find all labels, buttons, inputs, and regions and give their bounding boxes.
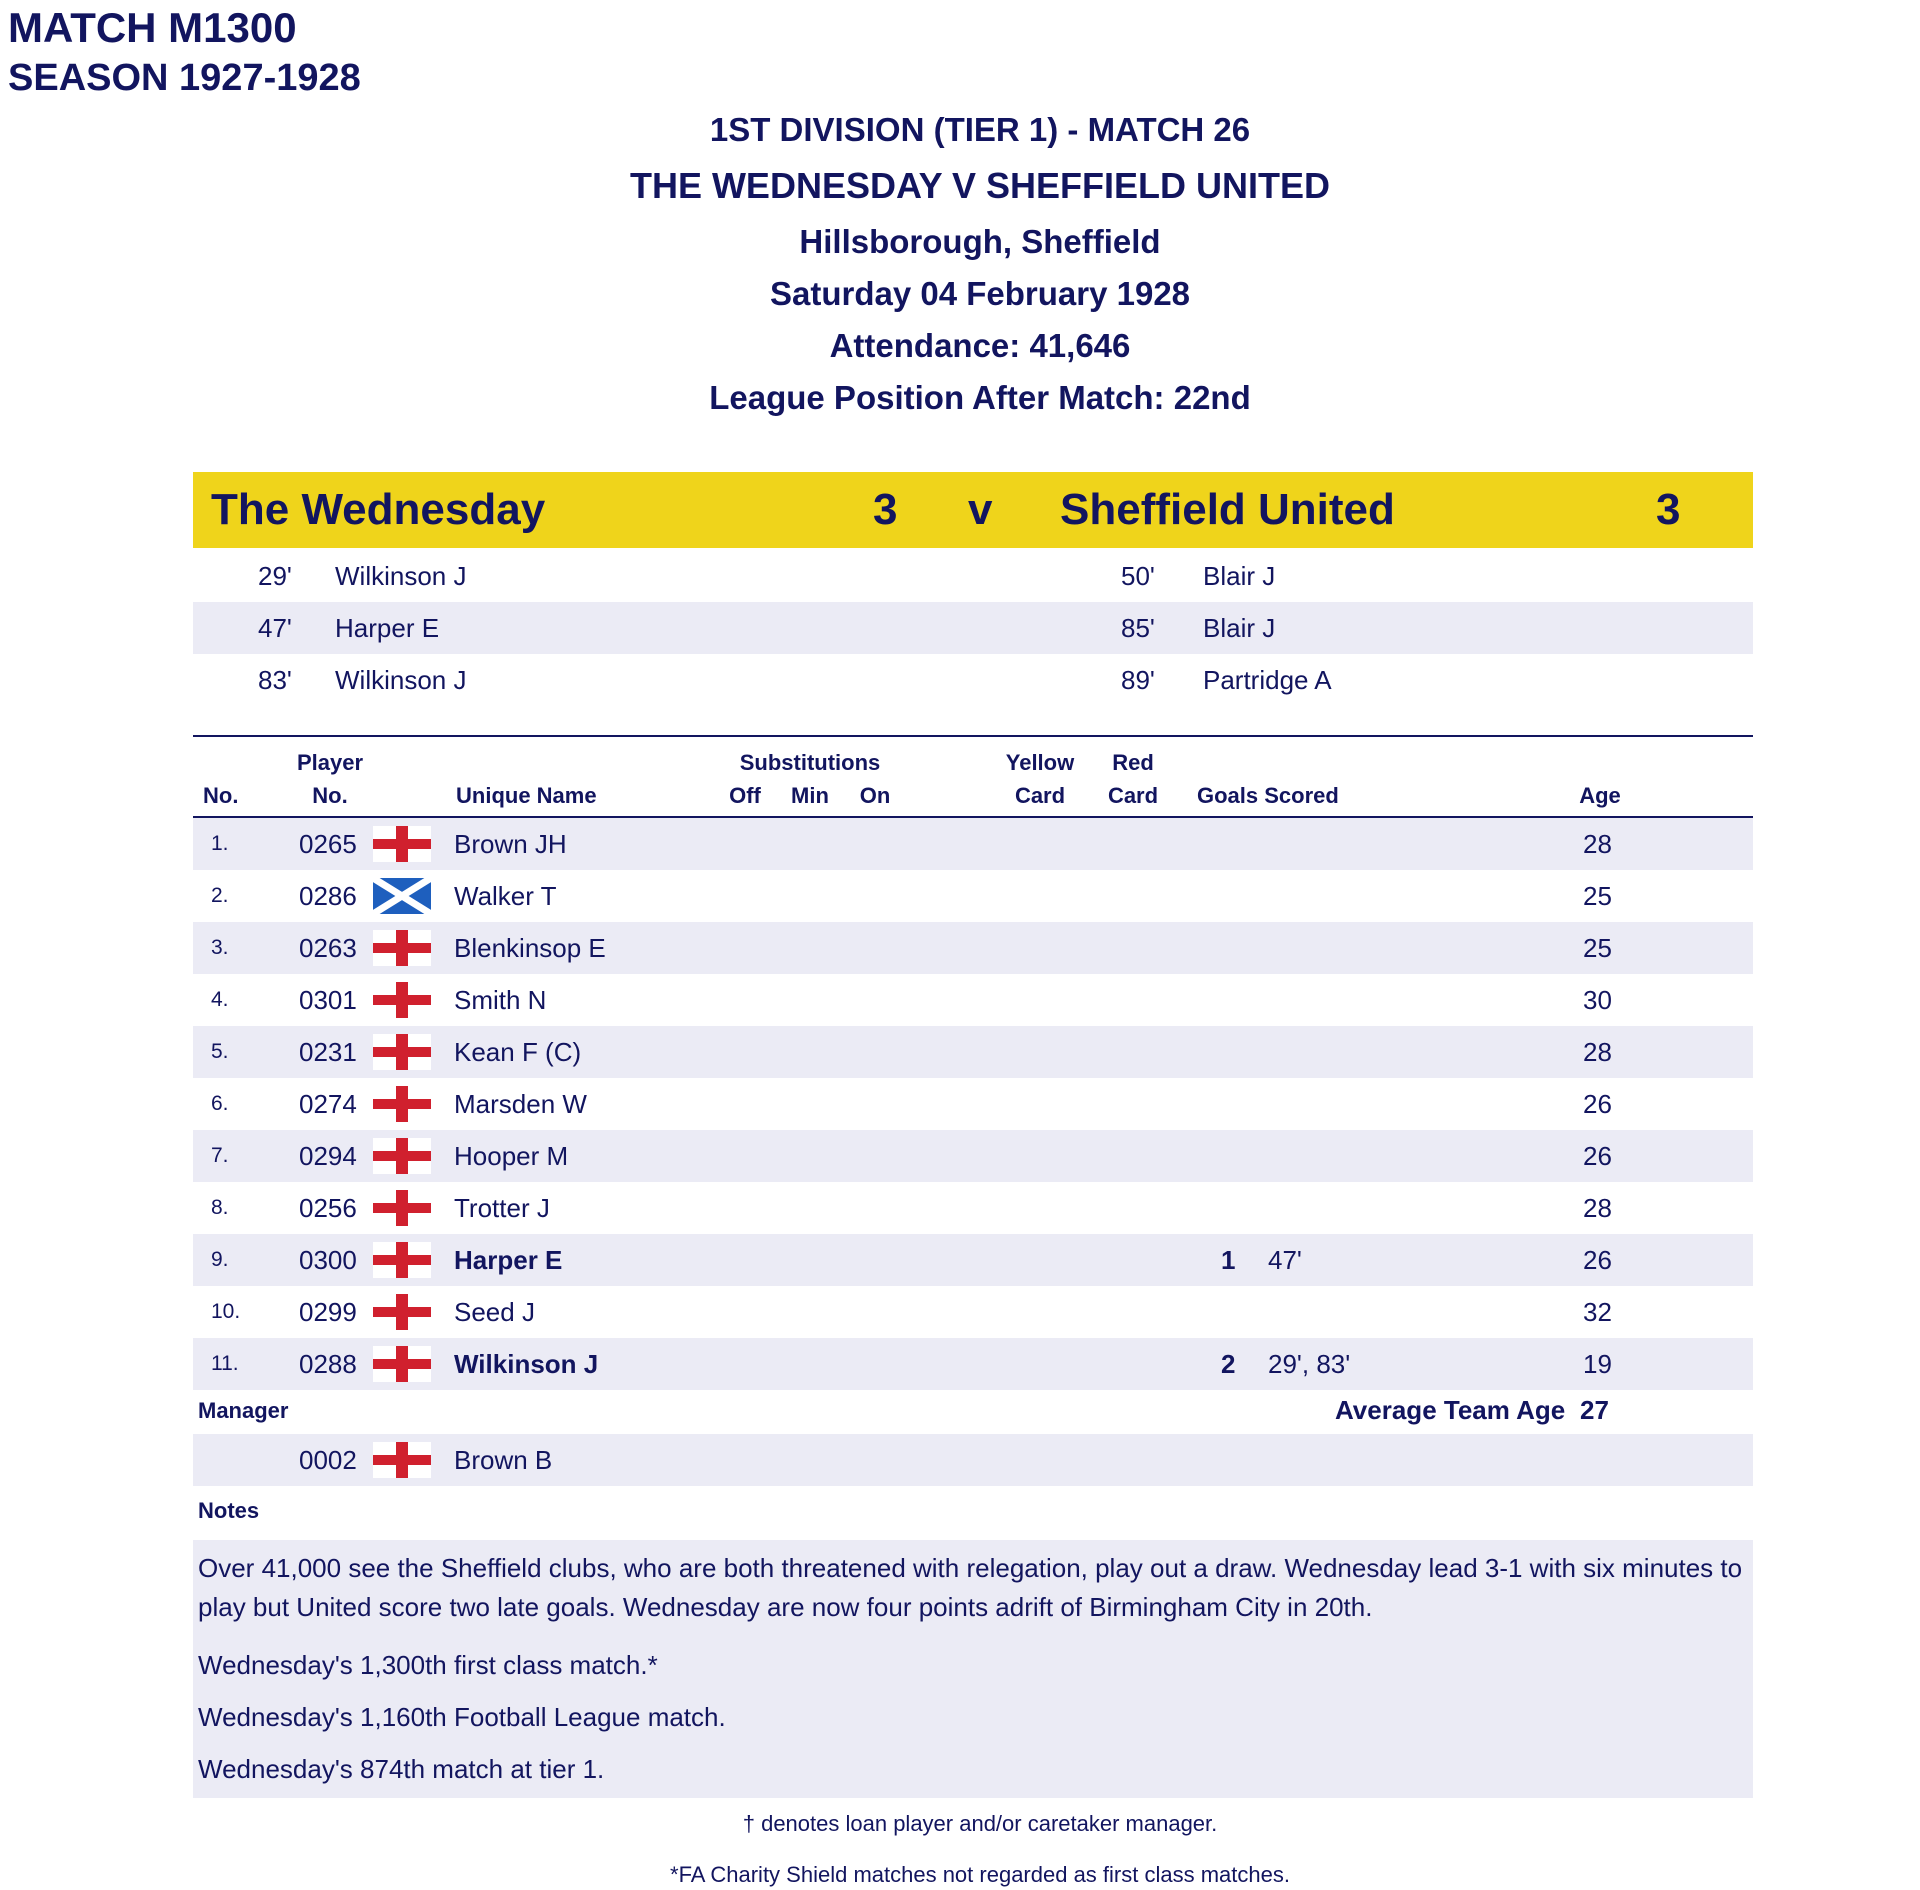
goals-count: 2 (1221, 1349, 1236, 1379)
goal-minutes: 47' (1268, 1245, 1302, 1275)
player-id-number: 0288 (299, 1349, 357, 1379)
match-id: MATCH M1300 (8, 4, 297, 51)
goal-row (193, 550, 1753, 602)
england-flag-icon (373, 1086, 431, 1122)
player-id-number: 0256 (299, 1193, 357, 1223)
col-header-off: Off (729, 783, 761, 808)
player-age: 26 (1583, 1245, 1612, 1275)
divider (193, 735, 1753, 737)
player-name: Hooper M (454, 1141, 569, 1171)
player-age: 32 (1583, 1297, 1612, 1327)
player-id-number: 0265 (299, 829, 357, 859)
england-flag-icon (373, 1190, 431, 1226)
player-row (193, 818, 1753, 870)
player-name: Seed J (454, 1297, 535, 1327)
home-goal-minute: 47' (258, 613, 292, 643)
loan-footnote: † denotes loan player and/or caretaker manager. (742, 1811, 1218, 1836)
player-id-number: 0286 (299, 881, 357, 911)
player-squad-number: 5. (211, 1040, 229, 1063)
fixture-title: THE WEDNESDAY V SHEFFIELD UNITED (629, 165, 1331, 206)
note-line: Wednesday's 1,160th Football League match. (198, 1702, 726, 1732)
player-age: 19 (1583, 1349, 1612, 1379)
average-team-age-value: 27 (1580, 1395, 1609, 1425)
player-id-number: 0231 (299, 1037, 357, 1067)
away-goal-scorer: Blair J (1203, 561, 1276, 591)
player-squad-number: 6. (211, 1092, 229, 1115)
notes-label: Notes (198, 1498, 260, 1523)
match-date: Saturday 04 February 1928 (769, 275, 1191, 312)
col-header-red-bottom: Card (1107, 783, 1159, 808)
player-age: 28 (1583, 1037, 1612, 1067)
note-line: Wednesday's 874th match at tier 1. (198, 1754, 605, 1784)
player-name: Kean F (C) (454, 1037, 582, 1067)
player-age: 25 (1583, 933, 1612, 963)
away-goal-minute: 50' (1121, 561, 1155, 591)
england-flag-icon (373, 1242, 431, 1278)
goal-minutes: 29', 83' (1268, 1349, 1351, 1379)
player-squad-number: 4. (211, 988, 229, 1011)
player-age: 26 (1583, 1089, 1612, 1119)
player-id-number: 0274 (299, 1089, 357, 1119)
col-header-player-top: Player (296, 750, 364, 775)
player-id-number: 0300 (299, 1245, 357, 1275)
player-squad-number: 11. (211, 1352, 239, 1375)
manager-name: Brown B (454, 1445, 553, 1475)
manager-label: Manager (198, 1398, 289, 1423)
player-squad-number: 3. (211, 936, 229, 959)
player-name: Harper E (454, 1245, 563, 1275)
player-row (193, 1130, 1753, 1182)
col-header-age: Age (1579, 783, 1621, 808)
home-team-name: The Wednesday (211, 485, 546, 534)
goal-row (193, 602, 1753, 654)
score-bar (193, 472, 1753, 548)
player-row (193, 1182, 1753, 1234)
venue: Hillsborough, Sheffield (799, 223, 1161, 260)
versus-label: v (968, 485, 993, 534)
player-row (193, 1078, 1753, 1130)
col-header-min: Min (791, 783, 829, 808)
player-squad-number: 8. (211, 1196, 229, 1219)
league-position: League Position After Match: 22nd (709, 379, 1251, 416)
home-score: 3 (873, 485, 898, 534)
home-goal-scorer: Wilkinson J (335, 665, 467, 695)
season-label: SEASON 1927-1928 (8, 57, 361, 99)
player-squad-number: 9. (211, 1248, 229, 1271)
away-team-name: Sheffield United (1060, 485, 1395, 534)
player-row (193, 1286, 1753, 1338)
home-goal-minute: 83' (258, 665, 292, 695)
manager-row (193, 1434, 1753, 1486)
player-row (193, 870, 1753, 922)
charity-footnote: *FA Charity Shield matches not regarded as first class matches. (670, 1862, 1290, 1887)
manager-player-no: 0002 (299, 1445, 357, 1475)
england-flag-icon (373, 1442, 431, 1478)
england-flag-icon (373, 1294, 431, 1330)
player-age: 28 (1583, 1193, 1612, 1223)
player-name: Brown JH (454, 829, 567, 859)
player-squad-number: 2. (211, 884, 229, 907)
player-squad-number: 10. (211, 1300, 241, 1323)
england-flag-icon (373, 930, 431, 966)
goal-row (193, 654, 1753, 706)
player-name: Blenkinsop E (454, 933, 606, 963)
england-flag-icon (373, 826, 431, 862)
england-flag-icon (373, 1138, 431, 1174)
away-score: 3 (1656, 485, 1681, 534)
player-id-number: 0294 (299, 1141, 357, 1171)
player-name: Marsden W (454, 1089, 587, 1119)
player-squad-number: 1. (211, 832, 229, 855)
player-row (193, 974, 1753, 1026)
england-flag-icon (373, 1346, 431, 1382)
note-summary: Over 41,000 see the Sheffield clubs, who are both threatened with relegation, play out a draw. Wednesday lead 3-1 with six minutes to play but United score two late goals. Wednesday are now four points adrift of Birmingham City in 20th. (198, 1553, 1743, 1622)
home-goal-minute: 29' (258, 561, 292, 591)
col-header-unique-name: Unique Name (456, 783, 597, 808)
col-header-yellow-bottom: Card (1014, 783, 1066, 808)
home-goal-scorer: Wilkinson J (335, 561, 467, 591)
attendance: Attendance: 41,646 (829, 327, 1131, 364)
player-row (193, 1234, 1753, 1286)
scotland-flag-icon (373, 878, 431, 914)
player-id-number: 0263 (299, 933, 357, 963)
home-goal-scorer: Harper E (335, 613, 440, 643)
player-name: Wilkinson J (454, 1349, 599, 1379)
col-header-red-top: Red (1112, 750, 1154, 775)
note-line: Wednesday's 1,300th first class match.* (198, 1650, 658, 1680)
player-id-number: 0301 (299, 985, 357, 1015)
col-header-yellow-top: Yellow (1005, 750, 1075, 775)
away-goal-minute: 85' (1121, 613, 1155, 643)
player-row (193, 922, 1753, 974)
col-header-no: No. (203, 783, 239, 808)
player-age: 25 (1583, 881, 1612, 911)
player-name: Trotter J (454, 1193, 550, 1223)
goals-count: 1 (1221, 1245, 1236, 1275)
away-goal-scorer: Partridge A (1203, 665, 1332, 695)
england-flag-icon (373, 982, 431, 1018)
player-row (193, 1338, 1753, 1390)
player-age: 26 (1583, 1141, 1612, 1171)
away-goal-scorer: Blair J (1203, 613, 1276, 643)
player-squad-number: 7. (211, 1144, 229, 1167)
player-name: Smith N (454, 985, 547, 1015)
england-flag-icon (373, 1034, 431, 1070)
col-header-goals-scored: Goals Scored (1197, 783, 1339, 808)
player-row (193, 1026, 1753, 1078)
player-age: 30 (1583, 985, 1612, 1015)
col-header-substitutions: Substitutions (739, 750, 881, 775)
player-age: 28 (1583, 829, 1612, 859)
average-team-age-label: Average Team Age (1335, 1395, 1566, 1425)
division-title: 1ST DIVISION (TIER 1) - MATCH 26 (709, 111, 1251, 148)
col-header-player-bottom: No. (312, 783, 348, 808)
col-header-on: On (859, 783, 891, 808)
player-id-number: 0299 (299, 1297, 357, 1327)
away-goal-minute: 89' (1121, 665, 1155, 695)
player-name: Walker T (454, 881, 557, 911)
